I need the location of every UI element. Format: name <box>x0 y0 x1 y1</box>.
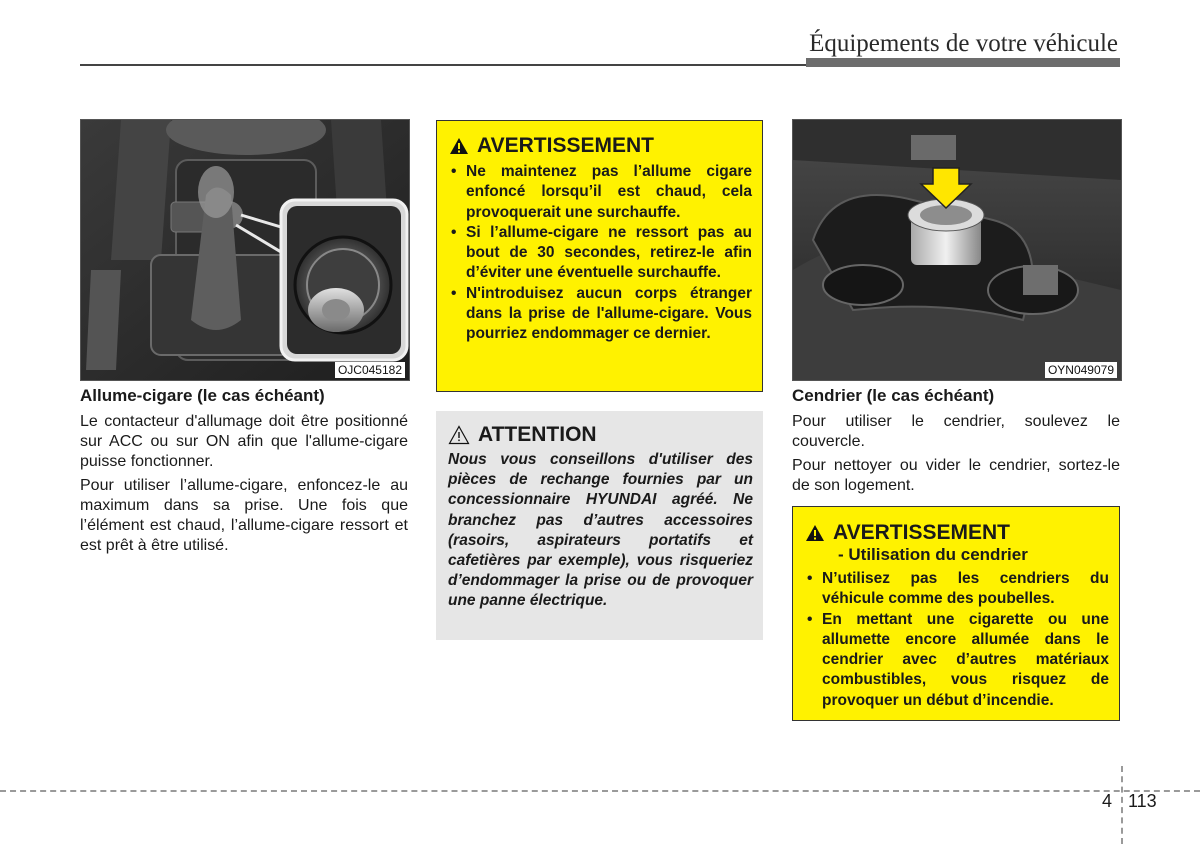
footer-rule <box>0 790 1200 792</box>
warning-item: • N'introduisez aucun corps étranger dans la prise de l'allume-cigare. Vous pourriez endommager ce dernier. <box>449 284 752 345</box>
warning-subtitle: - Utilisation du cendrier <box>838 545 1028 564</box>
lighter-warning-box <box>436 120 763 392</box>
caution-text: Nous vous conseillons d'utiliser des pièces de rechange fournies par un concessionnaire HYUNDAI agréé. Ne branchez pas d’autres accessoires (rasoirs, aspirateurs portatifs et cafetières par exemple), vous risqueriez d’endommager la prise ou de provoquer une panne électrique. <box>448 451 753 610</box>
page-number: 113 <box>1128 791 1157 811</box>
warning-item: • N’utilisez pas les cendriers du véhicule comme des poubelles. <box>805 569 1109 610</box>
ashtray-section <box>792 386 1120 500</box>
ashtray-warning-box <box>792 506 1120 721</box>
header-rule-thick <box>806 58 1120 67</box>
figure-code: OJC045182 <box>335 362 405 378</box>
ashtray-section-title: Cendrier (le cas échéant) <box>792 386 995 405</box>
header-rule <box>80 64 806 66</box>
warning-item: • En mettant une cigarette ou une allumette encore allumée dans le cendrier avec d’autres matériaux combustibles, vous risquez de provoquer un début d’incendie. <box>805 610 1109 711</box>
lighter-paragraph: Le contacteur d'allumage doit être positionné sur ACC ou sur ON afin que l'allume-cigare puisse fonctionner. <box>80 413 408 470</box>
footer-divider <box>1121 766 1123 844</box>
lighter-section-title: Allume-cigare (le cas échéant) <box>80 386 325 405</box>
caution-title: ATTENTION <box>478 423 597 446</box>
lighter-section <box>80 386 408 560</box>
warning-list <box>805 569 1109 711</box>
warning-title: AVERTISSEMENT <box>477 134 654 157</box>
ashtray-photo <box>792 119 1122 381</box>
cigarette-lighter-photo <box>80 119 410 381</box>
caution-triangle-icon <box>448 425 470 445</box>
caution-box <box>436 411 763 640</box>
caution-header <box>448 423 753 447</box>
chapter-number: 4 <box>1102 791 1113 811</box>
warning-title: AVERTISSEMENT <box>833 521 1010 544</box>
running-header: Équipements de votre véhicule <box>809 30 1118 57</box>
warning-triangle-icon <box>805 524 825 542</box>
warning-item: • Ne maintenez pas l’allume cigare enfoncé lorsqu’il est chaud, cela provoquerait une surchauffe. <box>449 162 752 223</box>
warning-list <box>449 162 752 345</box>
warning-item: • Si l’allume-cigare ne ressort pas au bout de 30 secondes, retirez-le afin d’éviter une éventuelle surchauffe. <box>449 223 752 284</box>
warning-header <box>449 134 752 158</box>
figure-code: OYN049079 <box>1045 362 1117 378</box>
lighter-paragraph: Pour utiliser l’allume-cigare, enfoncez-le au maximum dans sa prise. Une fois que l’élément est chaud, l’allume-cigare ressort et est prêt à être utilisé. <box>80 477 408 554</box>
warning-triangle-icon <box>449 137 469 155</box>
ashtray-paragraph: Pour utiliser le cendrier, soulevez le couvercle. <box>792 413 1120 450</box>
ashtray-paragraph: Pour nettoyer ou vider le cendrier, sortez-le de son logement. <box>792 457 1120 494</box>
warning-header <box>805 521 1109 545</box>
